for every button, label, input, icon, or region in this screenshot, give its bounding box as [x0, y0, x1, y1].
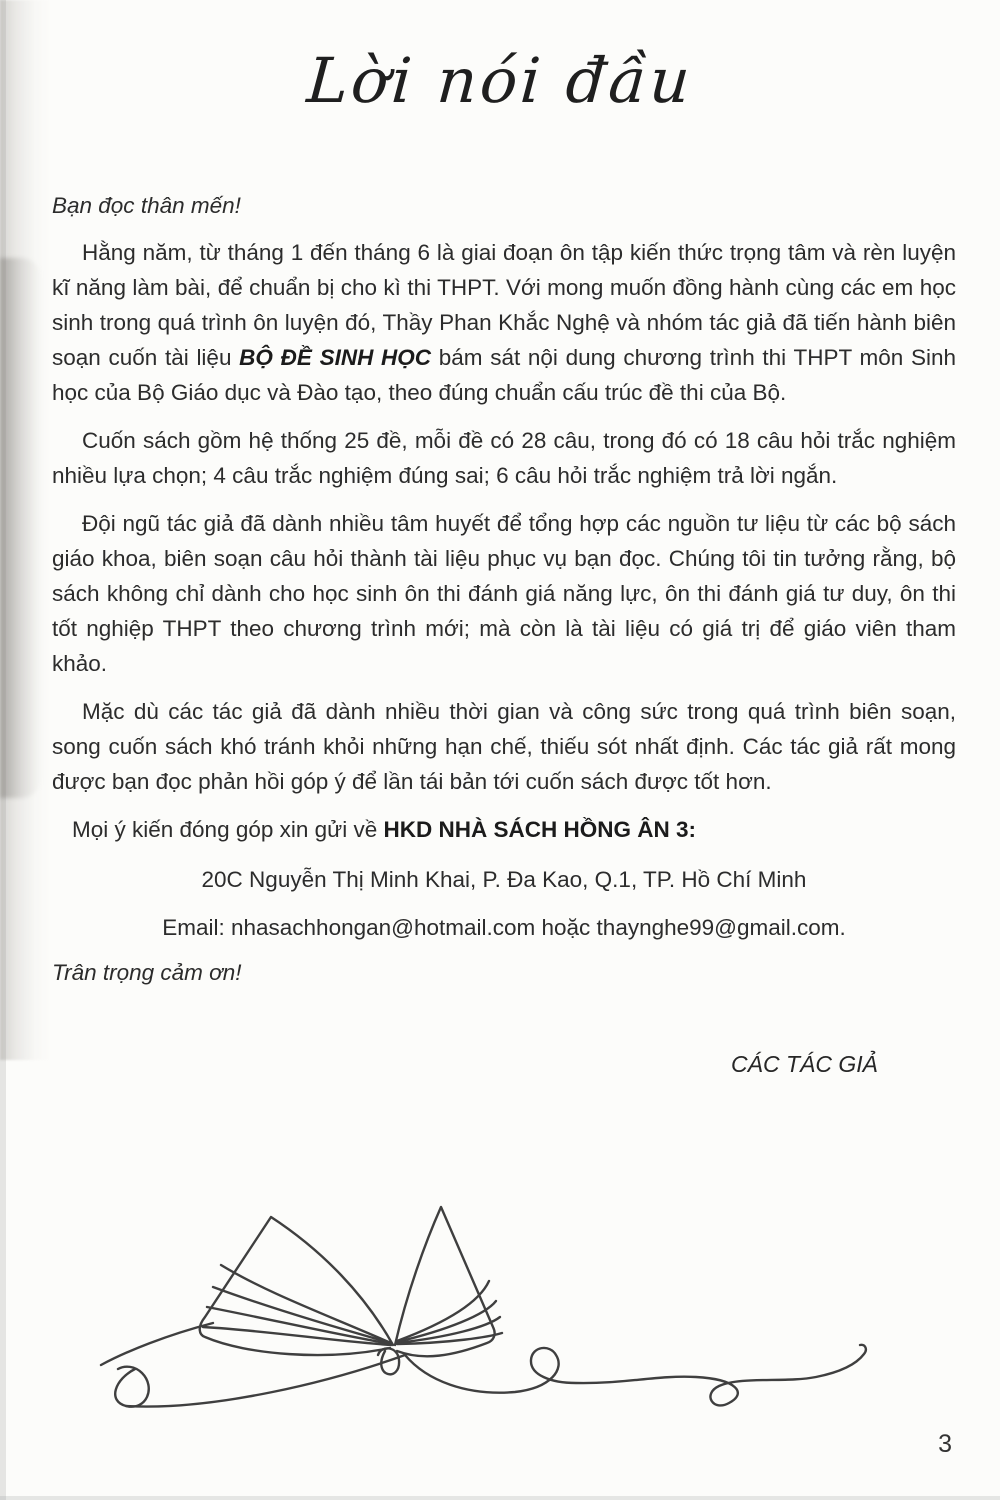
- feedback-line: Mọi ý kiến đóng góp xin gửi về HKD NHÀ SÁCH HỒNG ÂN 3:: [72, 817, 696, 842]
- address-line: 20C Nguyễn Thị Minh Khai, P. Đa Kao, Q.1, TP. Hồ Chí Minh: [201, 867, 807, 892]
- scan-shadow-bottom: [0, 1496, 1000, 1500]
- closing-line: Trân trọng cảm ơn!: [52, 960, 242, 985]
- scan-shadow-left-dark: [0, 258, 42, 798]
- authors-signature: CÁC TÁC GIẢ: [731, 1051, 878, 1077]
- email-line: Email: nhasachhongan@hotmail.com hoặc thaynghe99@gmail.com.: [162, 915, 846, 940]
- open-book-illustration: [95, 1155, 925, 1445]
- paragraph-apology: Mặc dù các tác giả đã dành nhiều thời gian và công sức trong quá trình biên soạn, song cuốn sách khó tránh khỏi những hạn chế, thiếu sót nhất định. Các tác giả rất mong được bạn đọc phản hồi góp ý để lần tái bản tới cuốn sách được tốt hơn.: [52, 699, 956, 794]
- open-book-line-art: [101, 1207, 866, 1407]
- page-number: 3: [938, 1430, 952, 1458]
- page-title: Lời nói đầu: [304, 44, 696, 117]
- greeting-line: Bạn đọc thân mến!: [52, 193, 241, 218]
- foreword-content: [52, 188, 956, 1082]
- paragraph-intro: Hằng năm, từ tháng 1 đến tháng 6 là giai đoạn ôn tập kiến thức trọng tâm và rèn luyện kĩ năng làm bài, để chuẩn bị cho kì thi THPT. Với mong muốn đồng hành cùng các em học sinh trong quá trình ôn luyện đó, Thầy Phan Khắc Nghệ và nhóm tác giả đã tiến hành biên soạn cuốn tài liệu BỘ ĐỀ SINH HỌC bám sát nội dung chương trình thi THPT môn Sinh học của Bộ Giáo dục và Đào tạo, theo đúng chuẩn cấu trúc đề thi của Bộ.: [52, 240, 956, 405]
- paragraph-structure: Cuốn sách gồm hệ thống 25 đề, mỗi đề có 28 câu, trong đó có 18 câu hỏi trắc nghiệm nhiều lựa chọn; 4 câu trắc nghiệm đúng sai; 6 câu hỏi trắc nghiệm trả lời ngắn.: [52, 428, 956, 488]
- paragraph-authors: Đội ngũ tác giả đã dành nhiều tâm huyết để tổng hợp các nguồn tư liệu từ các bộ sách giáo khoa, biên soạn câu hỏi thành tài liệu phục vụ bạn đọc. Chúng tôi tin tưởng rằng, bộ sách không chỉ dành cho học sinh ôn thi đánh giá năng lực, ôn thi đánh giá tư duy, ôn thi tốt nghiệp THPT theo chương trình mới; mà còn là tài liệu có giá trị để giáo viên tham khảo.: [52, 511, 956, 676]
